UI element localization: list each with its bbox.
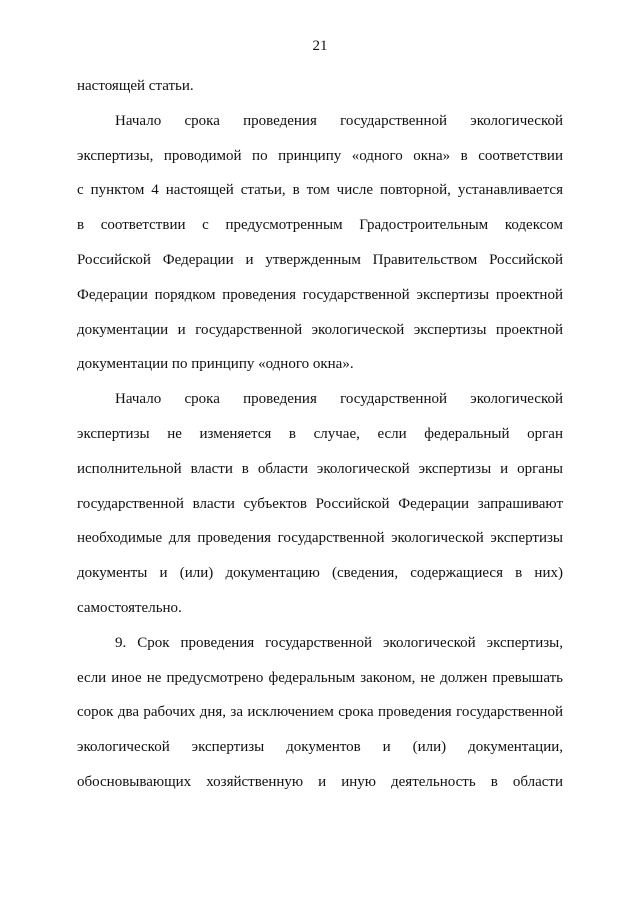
text-line: в соответствии с предусмотренным Градостроительным кодексом (77, 217, 563, 234)
text-line: если иное не предусмотрено федеральным законом, не должен превышать (77, 669, 563, 686)
text-line: с пунктом 4 настоящей статьи, в том числе повторной, устанавливается (77, 182, 563, 199)
text-line: документации по принципу «одного окна». (77, 356, 354, 373)
text-line: документации и государственной экологической экспертизы проектной (77, 321, 563, 338)
text-line: документы и (или) документацию (сведения, содержащиеся в них) (77, 565, 563, 582)
text-line: экспертизы, проводимой по принципу «одного окна» в соответствии (77, 147, 563, 164)
page-number: 21 (312, 38, 328, 54)
text-line: экологической экспертизы документов и (или) документации, (77, 739, 563, 756)
text-line: Федерации порядком проведения государственной экспертизы проектной (77, 286, 563, 303)
text-line: настоящей статьи. (77, 78, 194, 94)
text-line: необходимые для проведения государственной экологической экспертизы (77, 530, 563, 547)
text-line: экспертизы не изменяется в случае, если федеральный орган (77, 425, 563, 442)
text-line: 9. Срок проведения государственной экологической экспертизы, (115, 634, 563, 651)
document-body (77, 69, 563, 800)
text-line: Начало срока проведения государственной экологической (115, 391, 563, 408)
text-line: сорок два рабочих дня, за исключением срока проведения государственной (77, 704, 563, 721)
text-line: Российской Федерации и утвержденным Правительством Российской (77, 251, 563, 268)
text-line: самостоятельно. (77, 599, 182, 616)
text-line: Начало срока проведения государственной экологической (115, 112, 563, 129)
text-line: государственной власти субъектов Российской Федерации запрашивают (77, 495, 563, 512)
text-line: исполнительной власти в области экологической экспертизы и органы (77, 460, 563, 477)
text-line: обосновывающих хозяйственную и иную деятельность в области (77, 773, 563, 790)
